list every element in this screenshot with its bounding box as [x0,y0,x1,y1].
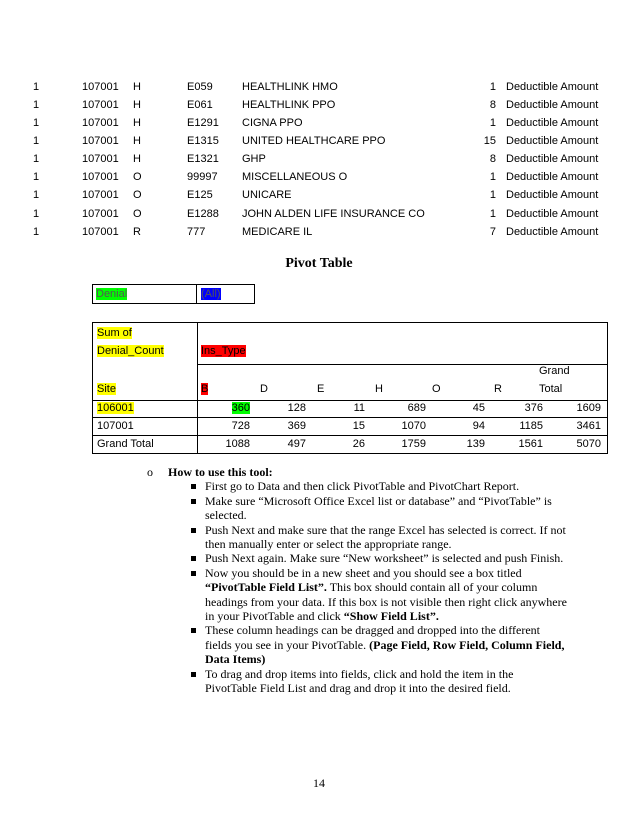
cell-reason: Deductible Amount [506,226,599,238]
step-text: To drag and drop items into fields, click and hold the item in the PivotTable Field List and drag and drop it into the desired field. [205,666,514,696]
cell-count: 8 [489,99,496,111]
cell-count: 1 [489,189,496,201]
value-cell: 128 [287,402,306,414]
instructions [147,465,567,696]
cell-denial: 1 [33,117,40,129]
step-text: Now you should be in a new sheet and you should see a box titled [205,565,522,580]
cell-code: E1315 [187,135,219,147]
cell-site: 107001 [82,135,119,147]
step-text: Push Next again. Make sure “New worksheet” is selected and push Finish. [205,551,564,566]
value-cell: 1561 [518,438,543,450]
cell-type: O [133,208,142,220]
row-divider [93,417,607,418]
page-field-box[interactable] [92,284,255,304]
instruction-step [147,667,567,696]
step-text: These column headings can be dragged and dropped into the different fields you see in your PivotTable. [205,623,540,652]
step-bold-text: (Page Field, Row Field, Column Field, Data Items) [205,637,565,667]
row-label-107001[interactable]: 107001 [97,420,134,432]
data-field-label-line1: Sum of [97,327,132,339]
cell-count: 7 [489,226,496,238]
cell-type: H [133,135,141,147]
column-header-e[interactable]: E [317,383,325,395]
page-field-dropdown[interactable]: (All) [201,288,221,300]
cell-payer: JOHN ALDEN LIFE INSURANCE CO [242,208,425,220]
cell-reason: Deductible Amount [506,135,599,147]
data-row [0,117,638,135]
row-divider [93,435,607,436]
value-cell: 376 [524,402,543,414]
square-bullet-icon [191,672,196,677]
cell-payer: UNICARE [242,189,292,201]
grand-total-header-line1: Grand [539,365,570,377]
page-field-label-cell [93,285,197,303]
row-field-button[interactable]: Site [97,383,116,395]
cell-count: 8 [489,153,496,165]
instruction-steps [147,479,567,695]
value-cell: 728 [231,420,250,432]
cell-type: R [133,226,141,238]
square-bullet-icon [191,628,196,633]
cell-count: 1 [489,117,496,129]
cell-payer: UNITED HEALTHCARE PPO [242,135,386,147]
data-row [0,189,638,207]
hollow-circle-bullet-icon: o [147,465,153,479]
grand-total-row-label: Grand Total [97,438,154,450]
value-cell: 45 [472,402,485,414]
cell-denial: 1 [33,208,40,220]
cell-count: 15 [483,135,496,147]
grand-total-cell: 5070 [576,438,601,450]
page-field-label: Denial [96,288,128,300]
step-text: Push Next and make sure that the range Excel has selected is correct. If not then manually enter or select the appropriate range. [205,522,566,552]
row-total-cell: 3461 [576,420,601,432]
column-header-r[interactable]: R [494,383,502,395]
value-cell: 11 [353,402,365,414]
header-divider [93,400,607,401]
value-cell: 1070 [401,420,426,432]
data-row [0,226,638,244]
instruction-step [147,623,567,666]
cell-payer: CIGNA PPO [242,117,303,129]
data-row [0,171,638,189]
cell-denial: 1 [33,171,40,183]
cell-denial: 1 [33,226,40,238]
value-cell: 369 [287,420,306,432]
cell-reason: Deductible Amount [506,99,599,111]
value-cell: 689 [407,402,426,414]
cell-site: 107001 [82,153,119,165]
value-cell: 26 [352,438,365,450]
data-row [0,135,638,153]
square-bullet-icon [191,528,196,533]
cell-reason: Deductible Amount [506,153,599,165]
cell-reason: Deductible Amount [506,81,599,93]
cell-code: E1288 [187,208,219,220]
cell-type: H [133,99,141,111]
square-bullet-icon [191,556,196,561]
cell-reason: Deductible Amount [506,117,599,129]
instruction-step [147,479,567,493]
data-row [0,81,638,99]
cell-denial: 1 [33,135,40,147]
cell-count: 1 [489,171,496,183]
cell-count: 1 [489,81,496,93]
cell-site: 107001 [82,117,119,129]
instructions-heading-text: How to use this tool: [168,465,273,479]
data-row [0,208,638,226]
column-divider [197,323,198,453]
cell-site: 107001 [82,208,119,220]
cell-site: 107001 [82,171,119,183]
cell-denial: 1 [33,153,40,165]
cell-type: O [133,171,142,183]
instruction-step [147,566,567,624]
cell-code: E061 [187,99,213,111]
value-cell: 15 [352,420,365,432]
cell-type: H [133,117,141,129]
cell-code: E1321 [187,153,219,165]
page-number: 14 [313,776,325,790]
cell-denial: 1 [33,189,40,201]
cell-denial: 1 [33,81,40,93]
cell-code: 99997 [187,171,218,183]
cell-payer: HEALTHLINK PPO [242,99,336,111]
column-header-h[interactable]: H [375,383,383,395]
pivot-table-title: Pivot Table [285,256,353,271]
data-row [0,99,638,117]
cell-type: H [133,153,141,165]
value-cell: 497 [287,438,306,450]
cell-payer: HEALTHLINK HMO [242,81,338,93]
cell-count: 1 [489,208,496,220]
instruction-step [147,551,567,565]
grand-total-header-line2: Total [539,383,563,395]
cell-type: H [133,81,141,93]
cell-site: 107001 [82,81,119,93]
value-cell: 1185 [519,420,543,432]
cell-payer: GHP [242,153,266,165]
cell-type: O [133,189,142,201]
instruction-step [147,494,567,523]
instruction-step [147,523,567,552]
value-cell: 360 [231,402,250,414]
square-bullet-icon [191,571,196,576]
step-text: This box should contain all of your column headings from your data. If this box is not visible then right click anywhere in your PivotTable and click [205,580,567,624]
data-row [0,153,638,171]
pivot-table [92,322,608,454]
square-bullet-icon [191,499,196,504]
data-field-label-line2[interactable]: Denial_Count [97,345,164,357]
cell-code: E059 [187,81,213,93]
column-header-b[interactable]: B [201,383,209,395]
step-bold-text: “Show Field List”. [343,609,439,624]
value-cell: 94 [472,420,485,432]
step-bold-text: “PivotTable Field List”. [205,580,327,595]
cell-site: 107001 [82,226,119,238]
value-cell: 139 [466,438,485,450]
row-label-106001[interactable]: 106001 [97,402,134,414]
cell-site: 107001 [82,189,119,201]
column-header-d[interactable]: D [260,383,268,395]
cell-payer: MEDICARE IL [242,226,313,238]
square-bullet-icon [191,484,196,489]
cell-reason: Deductible Amount [506,189,599,201]
column-header-o[interactable]: O [432,383,441,395]
cell-code: E125 [187,189,213,201]
cell-reason: Deductible Amount [506,171,599,183]
step-text: First go to Data and then click PivotTable and PivotChart Report. [205,479,520,494]
value-cell: 1088 [225,438,250,450]
cell-code: 777 [187,226,206,238]
cell-site: 107001 [82,99,119,111]
step-text: Make sure “Microsoft Office Excel list or database” and “PivotTable” is selected. [205,493,552,523]
cell-denial: 1 [33,99,40,111]
column-field-button[interactable]: Ins_Type [201,345,246,357]
cell-reason: Deductible Amount [506,208,599,220]
cell-payer: MISCELLANEOUS O [242,171,348,183]
cell-code: E1291 [187,117,219,129]
value-cell: 1759 [401,438,426,450]
row-total-cell: 1609 [576,402,601,414]
instructions-heading [147,465,567,479]
